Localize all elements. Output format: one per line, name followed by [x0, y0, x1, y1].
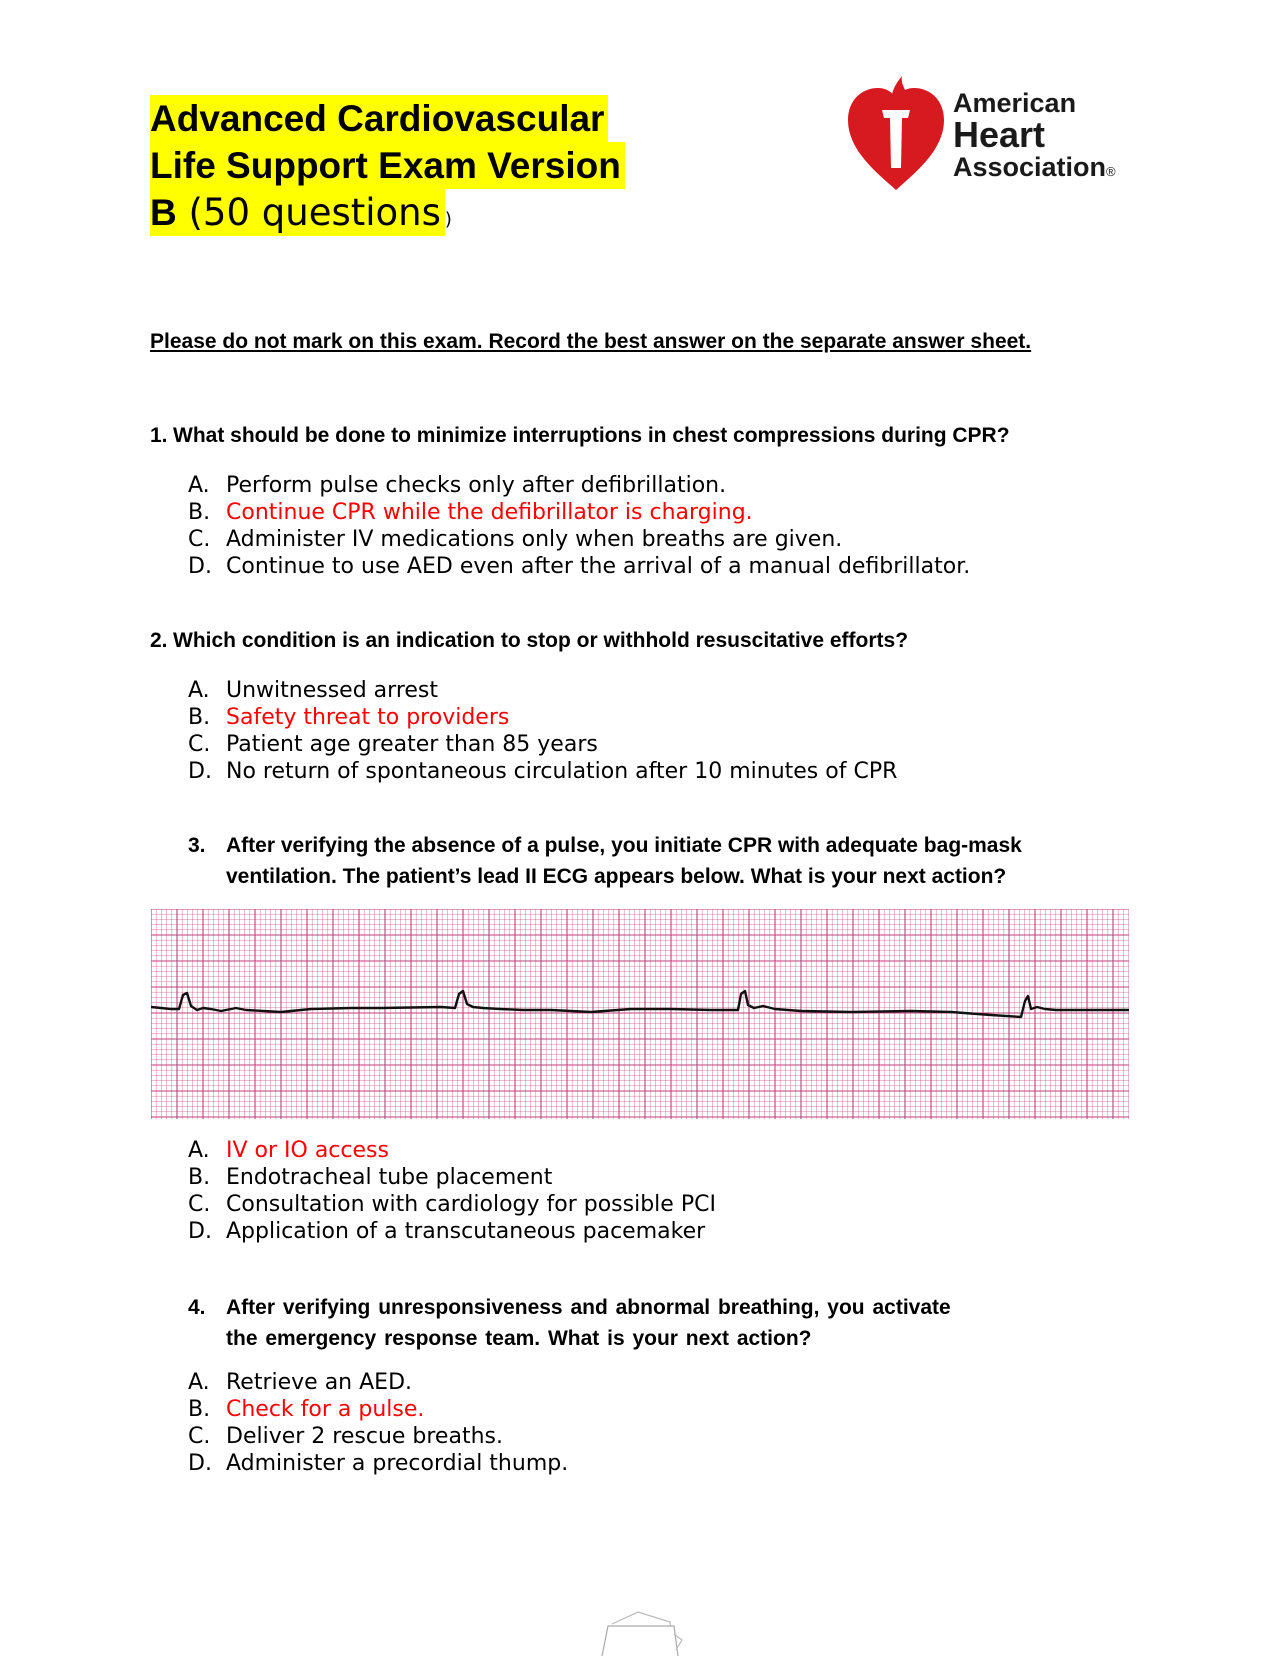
question-number: 4.: [188, 1296, 206, 1319]
option-d[interactable]: D. Application of a transcutaneous pacemaker: [188, 1219, 706, 1244]
registered-mark: ®: [1106, 164, 1116, 179]
option-a-correct[interactable]: A. IV or IO access: [188, 1138, 389, 1163]
title-line-3: [150, 189, 445, 236]
option-a[interactable]: A. Unwitnessed arrest: [188, 678, 438, 703]
option-b[interactable]: B. Endotracheal tube placement: [188, 1165, 553, 1190]
exam-instruction: Please do not mark on this exam. Record the best answer on the separate answer sheet.: [150, 330, 1032, 353]
option-a[interactable]: A. Retrieve an AED.: [188, 1370, 413, 1395]
question-2-options: [188, 677, 897, 785]
option-b-correct[interactable]: B. Check for a pulse.: [188, 1397, 425, 1422]
option-d[interactable]: D. Administer a precordial thump.: [188, 1451, 569, 1476]
question-text-line-1: After verifying the absence of a pulse, you initiate CPR with adequate bag-mask: [226, 834, 1022, 857]
title-version-letter: B: [150, 192, 177, 233]
question-text-line-2: the emergency response team. What is your next action?: [226, 1327, 812, 1350]
option-c[interactable]: C. Patient age greater than 85 years: [188, 732, 598, 757]
ecg-strip: [151, 909, 1129, 1119]
option-a[interactable]: A. Perform pulse checks only after defibrillation.: [188, 473, 727, 498]
question-1-options: [188, 472, 970, 580]
title-line-2: Life Support Exam Version: [150, 142, 625, 189]
question-text-line-1: After verifying unresponsiveness and abnormal breathing, you activate: [226, 1296, 951, 1319]
option-b-correct[interactable]: B. Safety threat to providers: [188, 705, 510, 730]
option-c[interactable]: C. Deliver 2 rescue breaths.: [188, 1424, 503, 1449]
question-3: [188, 830, 1022, 892]
title-line-1: Advanced Cardiovascular: [150, 95, 608, 142]
logo-line-association: Association: [953, 152, 1107, 182]
question-text: Which condition is an indication to stop or withhold resuscitative efforts?: [173, 629, 909, 652]
option-c[interactable]: C. Consultation with cardiology for possible PCI: [188, 1192, 716, 1217]
logo-line-heart: Heart: [953, 114, 1046, 155]
heart-torch-icon: [846, 72, 946, 194]
option-d[interactable]: D. Continue to use AED even after the arrival of a manual defibrillator.: [188, 554, 971, 579]
question-2: [150, 625, 908, 656]
title-question-count: (50 questions: [176, 191, 441, 234]
question-text: What should be done to minimize interruptions in chest compressions during CPR?: [173, 424, 1010, 447]
option-b-correct[interactable]: B. Continue CPR while the defibrillator is charging.: [188, 500, 753, 525]
logo-line-american: American: [953, 88, 1077, 118]
question-4: [188, 1292, 951, 1354]
question-text-line-2: ventilation. The patient’s lead II ECG appears below. What is your next action?: [226, 865, 1007, 888]
question-3-options: [188, 1137, 716, 1245]
question-number: 3.: [188, 834, 206, 857]
option-c[interactable]: C. Administer IV medications only when breaths are given.: [188, 527, 843, 552]
title-close-paren: ): [444, 209, 452, 230]
aha-logo: [846, 72, 1136, 194]
question-1: [150, 420, 1010, 451]
option-d[interactable]: D. No return of spontaneous circulation after 10 minutes of CPR: [188, 759, 898, 784]
logo-wordmark: [953, 88, 1116, 187]
question-number: 1.: [150, 424, 168, 447]
exam-title: [150, 95, 625, 236]
document-stack-icon: [590, 1604, 690, 1656]
question-4-options: [188, 1369, 568, 1477]
question-number: 2.: [150, 629, 168, 652]
